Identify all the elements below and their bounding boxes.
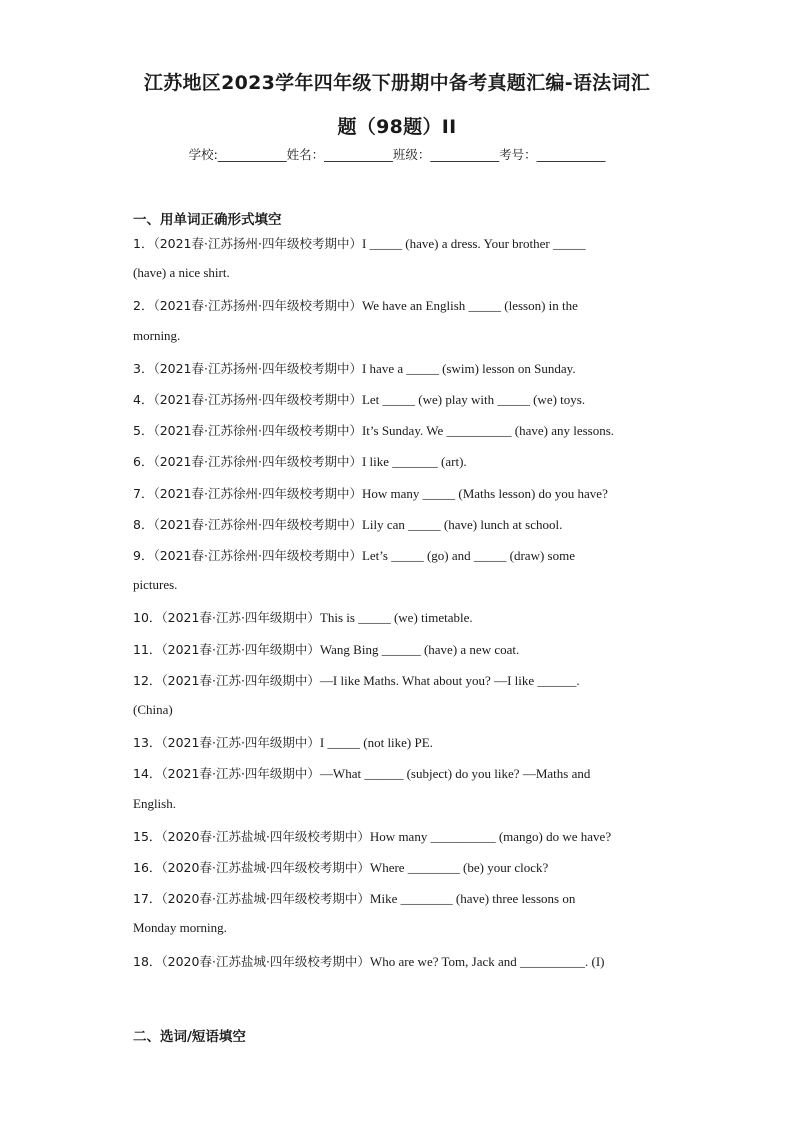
question-source: （2021春·江苏徐州·四年级校考期中） bbox=[153, 548, 362, 563]
section-heading-2: 二、选词/短语填空 bbox=[133, 1029, 246, 1045]
question-source: （2021春·江苏·四年级期中） bbox=[161, 610, 320, 625]
section-heading-1: 一、用单词正确形式填空 bbox=[133, 212, 282, 228]
question-source: （2021春·江苏·四年级期中） bbox=[161, 673, 320, 688]
question-source: （2021春·江苏扬州·四年级校考期中） bbox=[153, 361, 362, 376]
question-14-continuation: English. bbox=[133, 796, 176, 811]
question-source: （2021春·江苏·四年级期中） bbox=[161, 766, 320, 781]
question-16 bbox=[133, 858, 548, 876]
question-text: Where ________ (be) your clock? bbox=[369, 860, 549, 875]
question-3 bbox=[133, 359, 576, 377]
question-2 bbox=[133, 296, 578, 314]
question-number: 1． bbox=[133, 236, 154, 251]
question-4 bbox=[133, 390, 585, 408]
question-source: （2021春·江苏扬州·四年级校考期中） bbox=[153, 392, 362, 407]
question-5 bbox=[133, 421, 614, 439]
question-text: Lily can _____ (have) lunch at school. bbox=[361, 517, 563, 532]
document-title-line2: 题（98题）II bbox=[337, 116, 457, 138]
question-number: 10． bbox=[133, 610, 162, 625]
question-text: Wang Bing ______ (have) a new coat. bbox=[319, 642, 520, 657]
question-text: Mike ________ (have) three lessons on bbox=[369, 891, 576, 906]
question-text: This is _____ (we) timetable. bbox=[319, 610, 473, 625]
question-text: I like _______ (art). bbox=[361, 454, 467, 469]
question-number: 17． bbox=[133, 891, 162, 906]
question-number: 13． bbox=[133, 735, 162, 750]
question-9-continuation: pictures. bbox=[133, 577, 178, 592]
question-text: It’s Sunday. We __________ (have) any lessons. bbox=[361, 423, 615, 438]
question-source: （2021春·江苏徐州·四年级校考期中） bbox=[153, 423, 362, 438]
question-number: 3． bbox=[133, 361, 154, 376]
question-text: How many _____ (Maths lesson) do you have? bbox=[361, 486, 608, 501]
question-7 bbox=[133, 484, 608, 502]
question-text: Let _____ (we) play with _____ (we) toys. bbox=[361, 392, 586, 407]
question-text: I have a _____ (swim) lesson on Sunday. bbox=[361, 361, 576, 376]
question-text: —What ______ (subject) do you like? —Maths and bbox=[319, 766, 591, 781]
question-source: （2021春·江苏徐州·四年级校考期中） bbox=[153, 454, 362, 469]
question-number: 15． bbox=[133, 829, 162, 844]
question-source: （2020春·江苏盐城·四年级校考期中） bbox=[161, 860, 370, 875]
question-source: （2021春·江苏·四年级期中） bbox=[161, 642, 320, 657]
question-number: 7． bbox=[133, 486, 154, 501]
question-number: 2． bbox=[133, 298, 154, 313]
question-number: 4． bbox=[133, 392, 154, 407]
question-text: Let’s _____ (go) and _____ (draw) some bbox=[361, 548, 575, 563]
question-source: （2021春·江苏扬州·四年级校考期中） bbox=[153, 236, 362, 251]
question-number: 8． bbox=[133, 517, 154, 532]
question-number: 9． bbox=[133, 548, 154, 563]
question-text: I _____ (have) a dress. Your brother _____ bbox=[361, 236, 586, 251]
question-source: （2021春·江苏徐州·四年级校考期中） bbox=[153, 486, 362, 501]
question-number: 16． bbox=[133, 860, 162, 875]
question-text: —I like Maths. What about you? —I like ______. bbox=[319, 673, 580, 688]
question-source: （2020春·江苏盐城·四年级校考期中） bbox=[161, 954, 370, 969]
question-17 bbox=[133, 889, 575, 907]
question-source: （2021春·江苏扬州·四年级校考期中） bbox=[153, 298, 362, 313]
question-1-continuation: (have) a nice shirt. bbox=[133, 265, 230, 280]
question-number: 18． bbox=[133, 954, 162, 969]
question-17-continuation: Monday morning. bbox=[133, 920, 227, 935]
question-8 bbox=[133, 515, 562, 533]
question-number: 6． bbox=[133, 454, 154, 469]
question-number: 12． bbox=[133, 673, 162, 688]
question-number: 14． bbox=[133, 766, 162, 781]
question-18 bbox=[133, 952, 605, 970]
question-text: Who are we? Tom, Jack and __________. (I) bbox=[369, 954, 605, 969]
question-1 bbox=[133, 234, 585, 252]
question-source: （2020春·江苏盐城·四年级校考期中） bbox=[161, 829, 370, 844]
question-14 bbox=[133, 764, 590, 782]
question-13 bbox=[133, 733, 433, 751]
question-6 bbox=[133, 452, 467, 470]
document-title-line1: 江苏地区2023学年四年级下册期中备考真题汇编-语法词汇 bbox=[143, 72, 651, 94]
question-text: How many __________ (mango) do we have? bbox=[369, 829, 612, 844]
question-2-continuation: morning. bbox=[133, 328, 181, 343]
question-source: （2020春·江苏盐城·四年级校考期中） bbox=[161, 891, 370, 906]
question-15 bbox=[133, 827, 611, 845]
question-source: （2021春·江苏徐州·四年级校考期中） bbox=[153, 517, 362, 532]
question-11 bbox=[133, 640, 519, 658]
question-text: I _____ (not like) PE. bbox=[319, 735, 433, 750]
question-12-continuation: (China) bbox=[133, 702, 173, 717]
question-source: （2021春·江苏·四年级期中） bbox=[161, 735, 320, 750]
student-info-line: 学校:___________姓名：___________班级：___________考号：___________ bbox=[188, 147, 606, 162]
question-number: 11． bbox=[133, 642, 162, 657]
question-text: We have an English _____ (lesson) in the bbox=[361, 298, 578, 313]
question-number: 5． bbox=[133, 423, 154, 438]
question-9 bbox=[133, 546, 575, 564]
question-10 bbox=[133, 608, 473, 626]
question-12 bbox=[133, 671, 580, 689]
